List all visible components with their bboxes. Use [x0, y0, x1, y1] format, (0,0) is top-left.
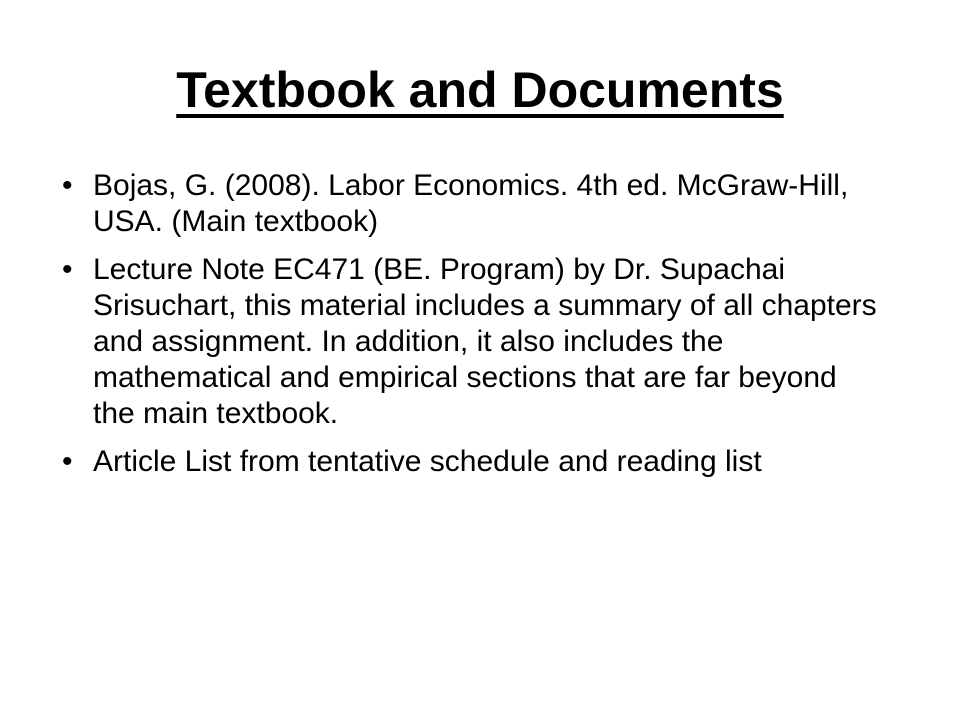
bullet-item-article-list — [62, 444, 882, 480]
bullet-list — [62, 168, 882, 492]
bullet-item-textbook — [62, 168, 882, 240]
bullet-point-icon: • — [62, 169, 73, 202]
bullet-text: Lecture Note EC471 (BE. Program) by Dr. Supachai Srisuchart, this material includes a summary of all chapters and assignment. In addition, it also includes the mathematical and empirical sections that are far beyond the main textbook. — [93, 253, 877, 430]
bullet-text: Bojas, G. (2008). Labor Economics. 4th ed. McGraw-Hill, USA. (Main textbook) — [93, 169, 849, 238]
bullet-item-lecture-note — [62, 252, 882, 432]
bullet-point-icon: • — [62, 445, 73, 478]
bullet-text: Article List from tentative schedule and reading list — [93, 445, 762, 478]
slide-title: Textbook and Documents — [176, 62, 784, 118]
bullet-point-icon: • — [62, 253, 73, 286]
